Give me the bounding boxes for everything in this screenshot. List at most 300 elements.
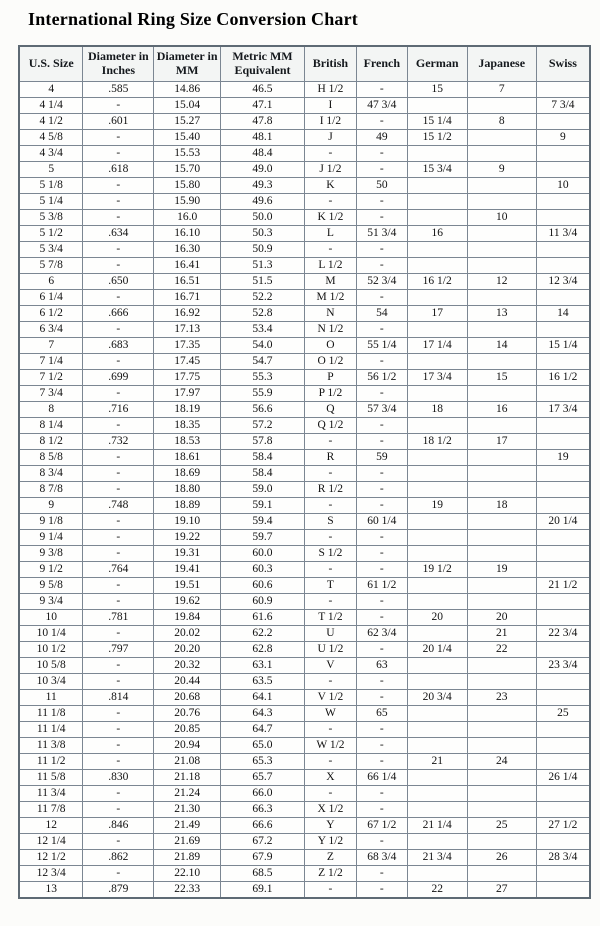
- table-cell: 20.85: [154, 722, 221, 738]
- table-cell: -: [356, 738, 407, 754]
- table-cell: 21.89: [154, 850, 221, 866]
- table-cell: 7: [19, 338, 83, 354]
- table-cell: 57 3/4: [356, 402, 407, 418]
- table-cell: [536, 146, 590, 162]
- table-cell: V 1/2: [304, 690, 356, 706]
- table-cell: 57.2: [221, 418, 305, 434]
- table-cell: [407, 594, 467, 610]
- table-cell: 7 3/4: [536, 98, 590, 114]
- table-cell: 17.75: [154, 370, 221, 386]
- table-cell: V: [304, 658, 356, 674]
- table-cell: [467, 738, 536, 754]
- table-cell: [467, 178, 536, 194]
- table-cell: [467, 866, 536, 882]
- table-cell: -: [83, 834, 154, 850]
- table-cell: 16.92: [154, 306, 221, 322]
- table-cell: 27: [467, 882, 536, 899]
- table-row: [19, 802, 590, 818]
- table-cell: 7 1/2: [19, 370, 83, 386]
- table-cell: [467, 290, 536, 306]
- table-row: [19, 162, 590, 178]
- table-cell: 5 7/8: [19, 258, 83, 274]
- table-cell: 52.8: [221, 306, 305, 322]
- table-cell: -: [356, 562, 407, 578]
- table-cell: 11 3/4: [536, 226, 590, 242]
- table-cell: -: [83, 178, 154, 194]
- table-cell: 18: [407, 402, 467, 418]
- table-cell: 15 1/2: [407, 130, 467, 146]
- table-cell: M: [304, 274, 356, 290]
- table-cell: 20.20: [154, 642, 221, 658]
- table-cell: 5 1/2: [19, 226, 83, 242]
- table-row: [19, 274, 590, 290]
- table-cell: [536, 82, 590, 98]
- table-cell: -: [356, 146, 407, 162]
- table-cell: [467, 242, 536, 258]
- table-row: [19, 450, 590, 466]
- table-cell: 47 3/4: [356, 98, 407, 114]
- table-cell: 17.35: [154, 338, 221, 354]
- table-cell: 11: [19, 690, 83, 706]
- table-cell: 28 3/4: [536, 850, 590, 866]
- table-cell: -: [83, 658, 154, 674]
- table-cell: [467, 226, 536, 242]
- table-cell: [536, 466, 590, 482]
- table-cell: 20: [467, 610, 536, 626]
- table-cell: .862: [83, 850, 154, 866]
- table-row: [19, 786, 590, 802]
- table-cell: -: [356, 418, 407, 434]
- table-cell: [467, 386, 536, 402]
- table-cell: [467, 482, 536, 498]
- table-cell: 9 5/8: [19, 578, 83, 594]
- table-cell: 18.35: [154, 418, 221, 434]
- table-cell: 62.2: [221, 626, 305, 642]
- table-cell: 9 1/2: [19, 562, 83, 578]
- table-row: [19, 722, 590, 738]
- table-cell: -: [83, 130, 154, 146]
- table-cell: .879: [83, 882, 154, 899]
- table-cell: [536, 786, 590, 802]
- table-row: [19, 226, 590, 242]
- table-cell: [536, 674, 590, 690]
- table-cell: 64.3: [221, 706, 305, 722]
- table-cell: 59: [356, 450, 407, 466]
- table-cell: 10: [536, 178, 590, 194]
- table-cell: [407, 738, 467, 754]
- table-cell: R: [304, 450, 356, 466]
- table-row: [19, 178, 590, 194]
- table-row: [19, 818, 590, 834]
- table-row: [19, 530, 590, 546]
- table-cell: 15.04: [154, 98, 221, 114]
- table-cell: P: [304, 370, 356, 386]
- table-cell: [407, 802, 467, 818]
- table-cell: -: [83, 706, 154, 722]
- table-row: [19, 386, 590, 402]
- table-cell: -: [304, 594, 356, 610]
- table-cell: [536, 114, 590, 130]
- table-cell: 49.0: [221, 162, 305, 178]
- table-cell: .764: [83, 562, 154, 578]
- table-cell: 61.6: [221, 610, 305, 626]
- table-cell: [467, 578, 536, 594]
- table-row: [19, 690, 590, 706]
- table-row: [19, 594, 590, 610]
- table-cell: .666: [83, 306, 154, 322]
- table-cell: J 1/2: [304, 162, 356, 178]
- table-cell: [536, 546, 590, 562]
- table-cell: 64.1: [221, 690, 305, 706]
- table-cell: 59.0: [221, 482, 305, 498]
- table-cell: -: [356, 210, 407, 226]
- table-cell: -: [356, 754, 407, 770]
- table-cell: 60.9: [221, 594, 305, 610]
- table-cell: 9: [19, 498, 83, 514]
- table-cell: 62.8: [221, 642, 305, 658]
- table-cell: [467, 722, 536, 738]
- table-cell: 26: [467, 850, 536, 866]
- table-cell: -: [356, 162, 407, 178]
- table-cell: -: [83, 594, 154, 610]
- table-cell: 49: [356, 130, 407, 146]
- table-cell: 49.6: [221, 194, 305, 210]
- table-cell: 21: [467, 626, 536, 642]
- table-cell: 56 1/2: [356, 370, 407, 386]
- table-cell: 61 1/2: [356, 578, 407, 594]
- table-cell: -: [83, 258, 154, 274]
- table-cell: T: [304, 578, 356, 594]
- table-cell: L 1/2: [304, 258, 356, 274]
- table-cell: 50.9: [221, 242, 305, 258]
- table-cell: .814: [83, 690, 154, 706]
- table-cell: [407, 98, 467, 114]
- table-cell: U: [304, 626, 356, 642]
- table-cell: H 1/2: [304, 82, 356, 98]
- table-row: [19, 610, 590, 626]
- column-header-8: Japanese: [467, 46, 536, 82]
- table-cell: [536, 418, 590, 434]
- table-cell: 16 1/2: [407, 274, 467, 290]
- table-cell: N 1/2: [304, 322, 356, 338]
- table-cell: 21 3/4: [407, 850, 467, 866]
- table-cell: -: [304, 498, 356, 514]
- table-cell: [536, 290, 590, 306]
- table-cell: 54.7: [221, 354, 305, 370]
- table-cell: 22.10: [154, 866, 221, 882]
- table-cell: 19: [536, 450, 590, 466]
- table-cell: 27 1/2: [536, 818, 590, 834]
- table-cell: 18.69: [154, 466, 221, 482]
- table-cell: Z: [304, 850, 356, 866]
- table-cell: [407, 194, 467, 210]
- column-header-4: Metric MM Equivalent: [221, 46, 305, 82]
- table-cell: [407, 242, 467, 258]
- table-cell: [407, 290, 467, 306]
- table-cell: .781: [83, 610, 154, 626]
- table-row: [19, 322, 590, 338]
- table-cell: 20.02: [154, 626, 221, 642]
- table-cell: [407, 722, 467, 738]
- table-cell: [407, 658, 467, 674]
- table-cell: S: [304, 514, 356, 530]
- table-cell: 7 3/4: [19, 386, 83, 402]
- table-cell: [467, 322, 536, 338]
- table-header: [19, 46, 590, 82]
- table-cell: 10 5/8: [19, 658, 83, 674]
- table-cell: [407, 578, 467, 594]
- table-cell: -: [356, 594, 407, 610]
- table-cell: 58.4: [221, 466, 305, 482]
- table-row: [19, 242, 590, 258]
- table-cell: -: [83, 194, 154, 210]
- table-cell: -: [304, 882, 356, 899]
- table-row: [19, 258, 590, 274]
- table-row: [19, 770, 590, 786]
- table-cell: 16.41: [154, 258, 221, 274]
- table-cell: 65: [356, 706, 407, 722]
- table-cell: 48.4: [221, 146, 305, 162]
- table-cell: 54: [356, 306, 407, 322]
- table-row: [19, 98, 590, 114]
- table-cell: -: [304, 754, 356, 770]
- table-cell: 20.94: [154, 738, 221, 754]
- table-cell: 60.6: [221, 578, 305, 594]
- table-cell: 25: [536, 706, 590, 722]
- table-cell: 5 3/8: [19, 210, 83, 226]
- table-row: [19, 130, 590, 146]
- table-cell: 8 1/4: [19, 418, 83, 434]
- table-cell: 47.8: [221, 114, 305, 130]
- table-cell: 18: [467, 498, 536, 514]
- table-header-row: [19, 46, 590, 82]
- table-cell: 18.53: [154, 434, 221, 450]
- table-cell: 17.45: [154, 354, 221, 370]
- table-row: [19, 642, 590, 658]
- table-cell: 4 3/4: [19, 146, 83, 162]
- table-cell: 21 1/2: [536, 578, 590, 594]
- table-cell: 5 3/4: [19, 242, 83, 258]
- table-cell: -: [356, 466, 407, 482]
- table-cell: .683: [83, 338, 154, 354]
- table-cell: [467, 450, 536, 466]
- table-cell: 16.10: [154, 226, 221, 242]
- table-cell: [467, 258, 536, 274]
- table-cell: .699: [83, 370, 154, 386]
- table-cell: -: [83, 450, 154, 466]
- table-cell: 12: [19, 818, 83, 834]
- table-cell: 57.8: [221, 434, 305, 450]
- table-cell: 67.9: [221, 850, 305, 866]
- table-row: [19, 306, 590, 322]
- table-cell: -: [356, 786, 407, 802]
- table-cell: K: [304, 178, 356, 194]
- table-cell: 12: [467, 274, 536, 290]
- column-header-1: U.S. Size: [19, 46, 83, 82]
- table-cell: -: [356, 722, 407, 738]
- table-cell: [467, 130, 536, 146]
- table-cell: [407, 866, 467, 882]
- table-cell: 21.49: [154, 818, 221, 834]
- table-cell: 15.70: [154, 162, 221, 178]
- table-cell: -: [356, 242, 407, 258]
- table-cell: -: [356, 258, 407, 274]
- table-cell: [407, 546, 467, 562]
- table-cell: [467, 194, 536, 210]
- page-title: International Ring Size Conversion Chart: [28, 9, 359, 29]
- table-cell: [536, 834, 590, 850]
- table-cell: -: [356, 498, 407, 514]
- table-cell: 12 1/2: [19, 850, 83, 866]
- table-cell: -: [304, 786, 356, 802]
- table-cell: 47.1: [221, 98, 305, 114]
- table-cell: [407, 706, 467, 722]
- table-cell: 16: [407, 226, 467, 242]
- table-cell: 8 3/4: [19, 466, 83, 482]
- table-cell: [536, 690, 590, 706]
- table-cell: 55 1/4: [356, 338, 407, 354]
- table-cell: 11 1/4: [19, 722, 83, 738]
- table-cell: .634: [83, 226, 154, 242]
- table-cell: [536, 642, 590, 658]
- table-row: [19, 834, 590, 850]
- table-cell: 8 1/2: [19, 434, 83, 450]
- table-cell: S 1/2: [304, 546, 356, 562]
- table-cell: [407, 786, 467, 802]
- table-cell: 11 5/8: [19, 770, 83, 786]
- table-cell: 9 1/4: [19, 530, 83, 546]
- table-row: [19, 418, 590, 434]
- table-cell: Y: [304, 818, 356, 834]
- table-cell: 16.71: [154, 290, 221, 306]
- table-cell: 18.61: [154, 450, 221, 466]
- table-cell: [467, 530, 536, 546]
- table-row: [19, 514, 590, 530]
- table-cell: 6 1/4: [19, 290, 83, 306]
- table-cell: -: [356, 114, 407, 130]
- table-cell: 52 3/4: [356, 274, 407, 290]
- table-cell: -: [83, 626, 154, 642]
- table-cell: [467, 514, 536, 530]
- table-cell: -: [304, 674, 356, 690]
- table-cell: 67.2: [221, 834, 305, 850]
- ring-size-conversion-page: [0, 9, 600, 899]
- table-cell: 21.18: [154, 770, 221, 786]
- table-cell: 10 3/4: [19, 674, 83, 690]
- table-cell: 19.31: [154, 546, 221, 562]
- table-cell: -: [83, 386, 154, 402]
- table-cell: 5 1/4: [19, 194, 83, 210]
- table-cell: 15: [467, 370, 536, 386]
- table-cell: .797: [83, 642, 154, 658]
- ring-size-conversion-table: [18, 45, 591, 899]
- table-cell: 15.53: [154, 146, 221, 162]
- table-cell: 15.90: [154, 194, 221, 210]
- table-cell: [407, 834, 467, 850]
- table-cell: [536, 386, 590, 402]
- table-cell: -: [304, 242, 356, 258]
- table-cell: 9 3/8: [19, 546, 83, 562]
- column-header-2: Diameter in Inches: [83, 46, 154, 82]
- table-cell: -: [304, 146, 356, 162]
- table-cell: 17 1/4: [407, 338, 467, 354]
- table-cell: [536, 866, 590, 882]
- table-cell: 67 1/2: [356, 818, 407, 834]
- table-cell: [407, 322, 467, 338]
- table-cell: 22 3/4: [536, 626, 590, 642]
- table-cell: J: [304, 130, 356, 146]
- table-cell: -: [83, 242, 154, 258]
- table-cell: [536, 754, 590, 770]
- table-cell: 11 3/8: [19, 738, 83, 754]
- table-cell: 4 1/4: [19, 98, 83, 114]
- table-cell: [536, 354, 590, 370]
- table-row: [19, 578, 590, 594]
- table-cell: 20.44: [154, 674, 221, 690]
- table-cell: -: [83, 754, 154, 770]
- table-cell: 22: [407, 882, 467, 899]
- table-cell: 12 3/4: [19, 866, 83, 882]
- table-cell: 20.76: [154, 706, 221, 722]
- table-cell: [536, 562, 590, 578]
- table-cell: [536, 210, 590, 226]
- table-cell: 19.84: [154, 610, 221, 626]
- table-cell: -: [83, 786, 154, 802]
- table-row: [19, 658, 590, 674]
- table-cell: I 1/2: [304, 114, 356, 130]
- table-cell: 9: [536, 130, 590, 146]
- table-cell: [467, 770, 536, 786]
- table-cell: [407, 386, 467, 402]
- table-cell: -: [356, 642, 407, 658]
- table-cell: 8: [19, 402, 83, 418]
- table-cell: 12 1/4: [19, 834, 83, 850]
- table-cell: 10: [467, 210, 536, 226]
- table-cell: .585: [83, 82, 154, 98]
- table-cell: 5: [19, 162, 83, 178]
- table-row: [19, 370, 590, 386]
- table-cell: 68.5: [221, 866, 305, 882]
- table-cell: 48.1: [221, 130, 305, 146]
- table-cell: -: [356, 322, 407, 338]
- table-cell: 13: [19, 882, 83, 899]
- table-cell: [407, 514, 467, 530]
- table-cell: 6: [19, 274, 83, 290]
- table-cell: 17: [407, 306, 467, 322]
- table-cell: 23 3/4: [536, 658, 590, 674]
- table-cell: [536, 322, 590, 338]
- table-row: [19, 706, 590, 722]
- table-cell: [467, 674, 536, 690]
- table-cell: 55.9: [221, 386, 305, 402]
- table-cell: -: [83, 674, 154, 690]
- table-cell: -: [356, 882, 407, 899]
- table-cell: 52.2: [221, 290, 305, 306]
- table-cell: O: [304, 338, 356, 354]
- table-cell: 21.08: [154, 754, 221, 770]
- table-cell: 16 1/2: [536, 370, 590, 386]
- table-cell: [536, 594, 590, 610]
- table-cell: [467, 658, 536, 674]
- table-cell: -: [356, 610, 407, 626]
- table-row: [19, 434, 590, 450]
- table-cell: [407, 354, 467, 370]
- column-header-3: Diameter in MM: [154, 46, 221, 82]
- table-cell: 54.0: [221, 338, 305, 354]
- table-cell: .650: [83, 274, 154, 290]
- table-cell: 19.22: [154, 530, 221, 546]
- table-cell: 66.3: [221, 802, 305, 818]
